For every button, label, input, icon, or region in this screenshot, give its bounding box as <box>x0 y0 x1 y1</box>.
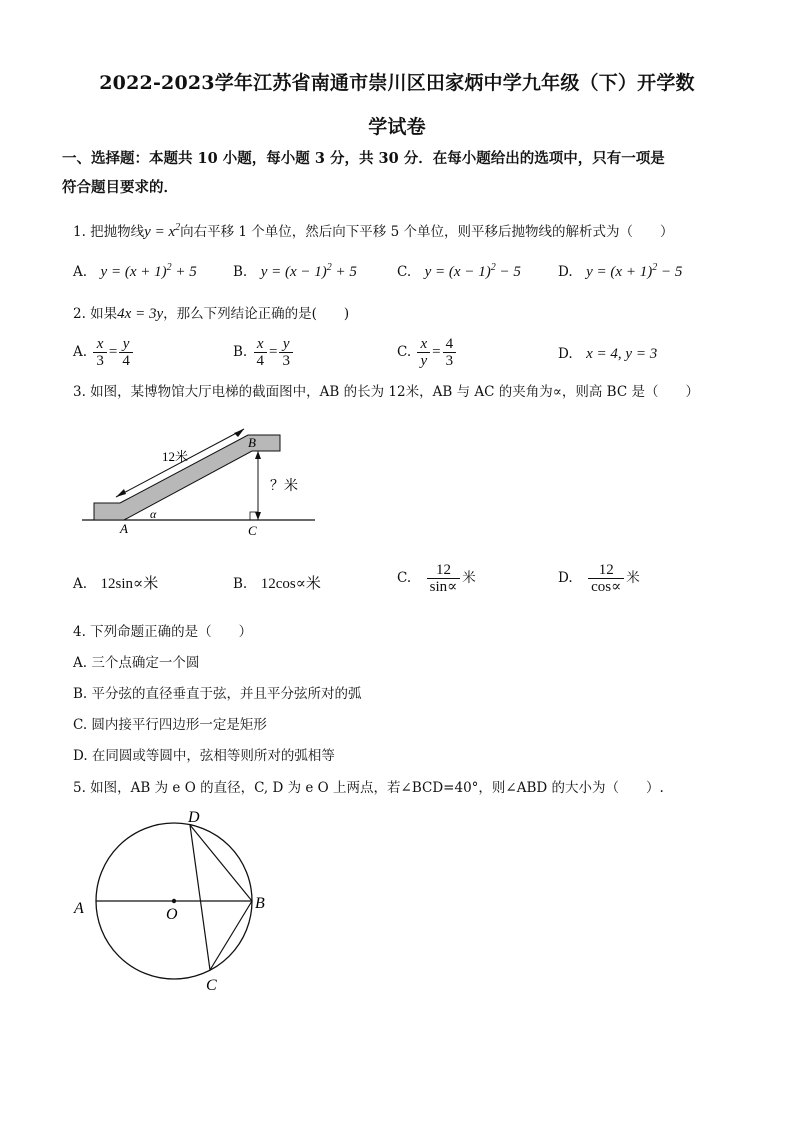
height-label: ？米 <box>270 479 298 494</box>
section-heading-line2: 符合题目要求的． <box>62 179 178 196</box>
q1-option-c: C. $y = (x - 1)^2 - 5$ <box>397 262 521 280</box>
q4-option-d: D. 在同圆或等圆中，弦相等则所对的弧相等 <box>73 748 335 764</box>
point-a-label: A <box>120 521 128 536</box>
point-o-label: O <box>166 906 178 923</box>
q1-option-b: B. $y = (x - 1)^2 + 5$ <box>233 262 357 280</box>
q4-option-a: A. 三个点确定一个圆 <box>73 655 200 671</box>
point-b-label: B <box>248 435 256 450</box>
escalator-figure <box>80 425 320 540</box>
question-3: 3. 如图，某博物馆大厅电梯的截面图中，AB 的长为 12米，AB 与 AC 的夹角为∝，则高 BC 是（ ） <box>73 384 699 400</box>
paper-title-line2: 学试卷 <box>368 116 426 138</box>
q3-option-c: C. $\frac{12}{\sin\propto}$ 米 <box>397 562 476 595</box>
section-heading-line1: 一、选择题：本题共 10 小题，每小题 3 分，共 30 分．在每小题给出的选项中，只有一项是 <box>62 150 665 167</box>
q3-option-a: A. 12sin∝米 <box>73 576 159 592</box>
height-arrow-top <box>255 451 261 459</box>
q1-function: $y = x^2$ <box>144 222 181 240</box>
point-b-label: B <box>255 895 265 912</box>
q4-option-c: C. 圆内接平行四边形一定是矩形 <box>73 717 267 733</box>
question-5: 5. 如图，AB 为 e O 的直径，C, D 为 e O 上两点，若∠BCD=40°，则∠ABD 的大小为（ ）. <box>73 780 664 796</box>
question-4: 4. 下列命题正确的是（ ） <box>73 624 253 640</box>
q4-option-b: B. 平分弦的直径垂直于弦，并且平分弦所对的弧 <box>73 686 362 702</box>
q2-option-c: C. $\frac{x}{y}$ = $\frac{4}{3}$ <box>397 336 458 369</box>
question-2: 2. 如果4x = 3y，那么下列结论正确的是( ) <box>73 306 350 322</box>
circle-figure <box>68 806 278 998</box>
length-label: 12米 <box>162 449 189 464</box>
point-a-label: A <box>74 900 84 917</box>
question-1: 1. 把抛物线$y = x^2$向右平移 1 个单位，然后向下平移 5 个单位，则平移后抛物线的解析式为（ ） <box>73 222 674 240</box>
point-c-label: C <box>206 977 217 994</box>
angle-alpha-label: α <box>150 507 157 521</box>
point-c-label: C <box>248 523 257 538</box>
point-d-label: D <box>188 809 200 826</box>
q2-option-a: A. $\frac{x}{3}$ = $\frac{y}{4}$ <box>73 336 135 369</box>
q2-option-d: D. x = 4, y = 3 <box>558 346 658 362</box>
q1-option-a: A. $y = (x + 1)^2 + 5$ <box>73 262 197 280</box>
center-point <box>172 899 176 903</box>
paper-title-line1: 2022-2023学年江苏省南通市崇川区田家炳中学九年级（下）开学数 <box>99 72 695 94</box>
arrow-head-right <box>234 429 244 437</box>
q1-option-d: D. $y = (x + 1)^2 - 5$ <box>558 262 683 280</box>
q3-option-b: B. 12cos∝米 <box>233 576 321 592</box>
arrow-head-left <box>116 489 126 497</box>
section-heading <box>62 144 742 202</box>
q3-option-d: D. $\frac{12}{\cos\propto}$ 米 <box>558 562 640 595</box>
chord-cb <box>210 901 252 970</box>
q2-option-b: B. $\frac{x}{4}$ = $\frac{y}{3}$ <box>233 336 295 369</box>
